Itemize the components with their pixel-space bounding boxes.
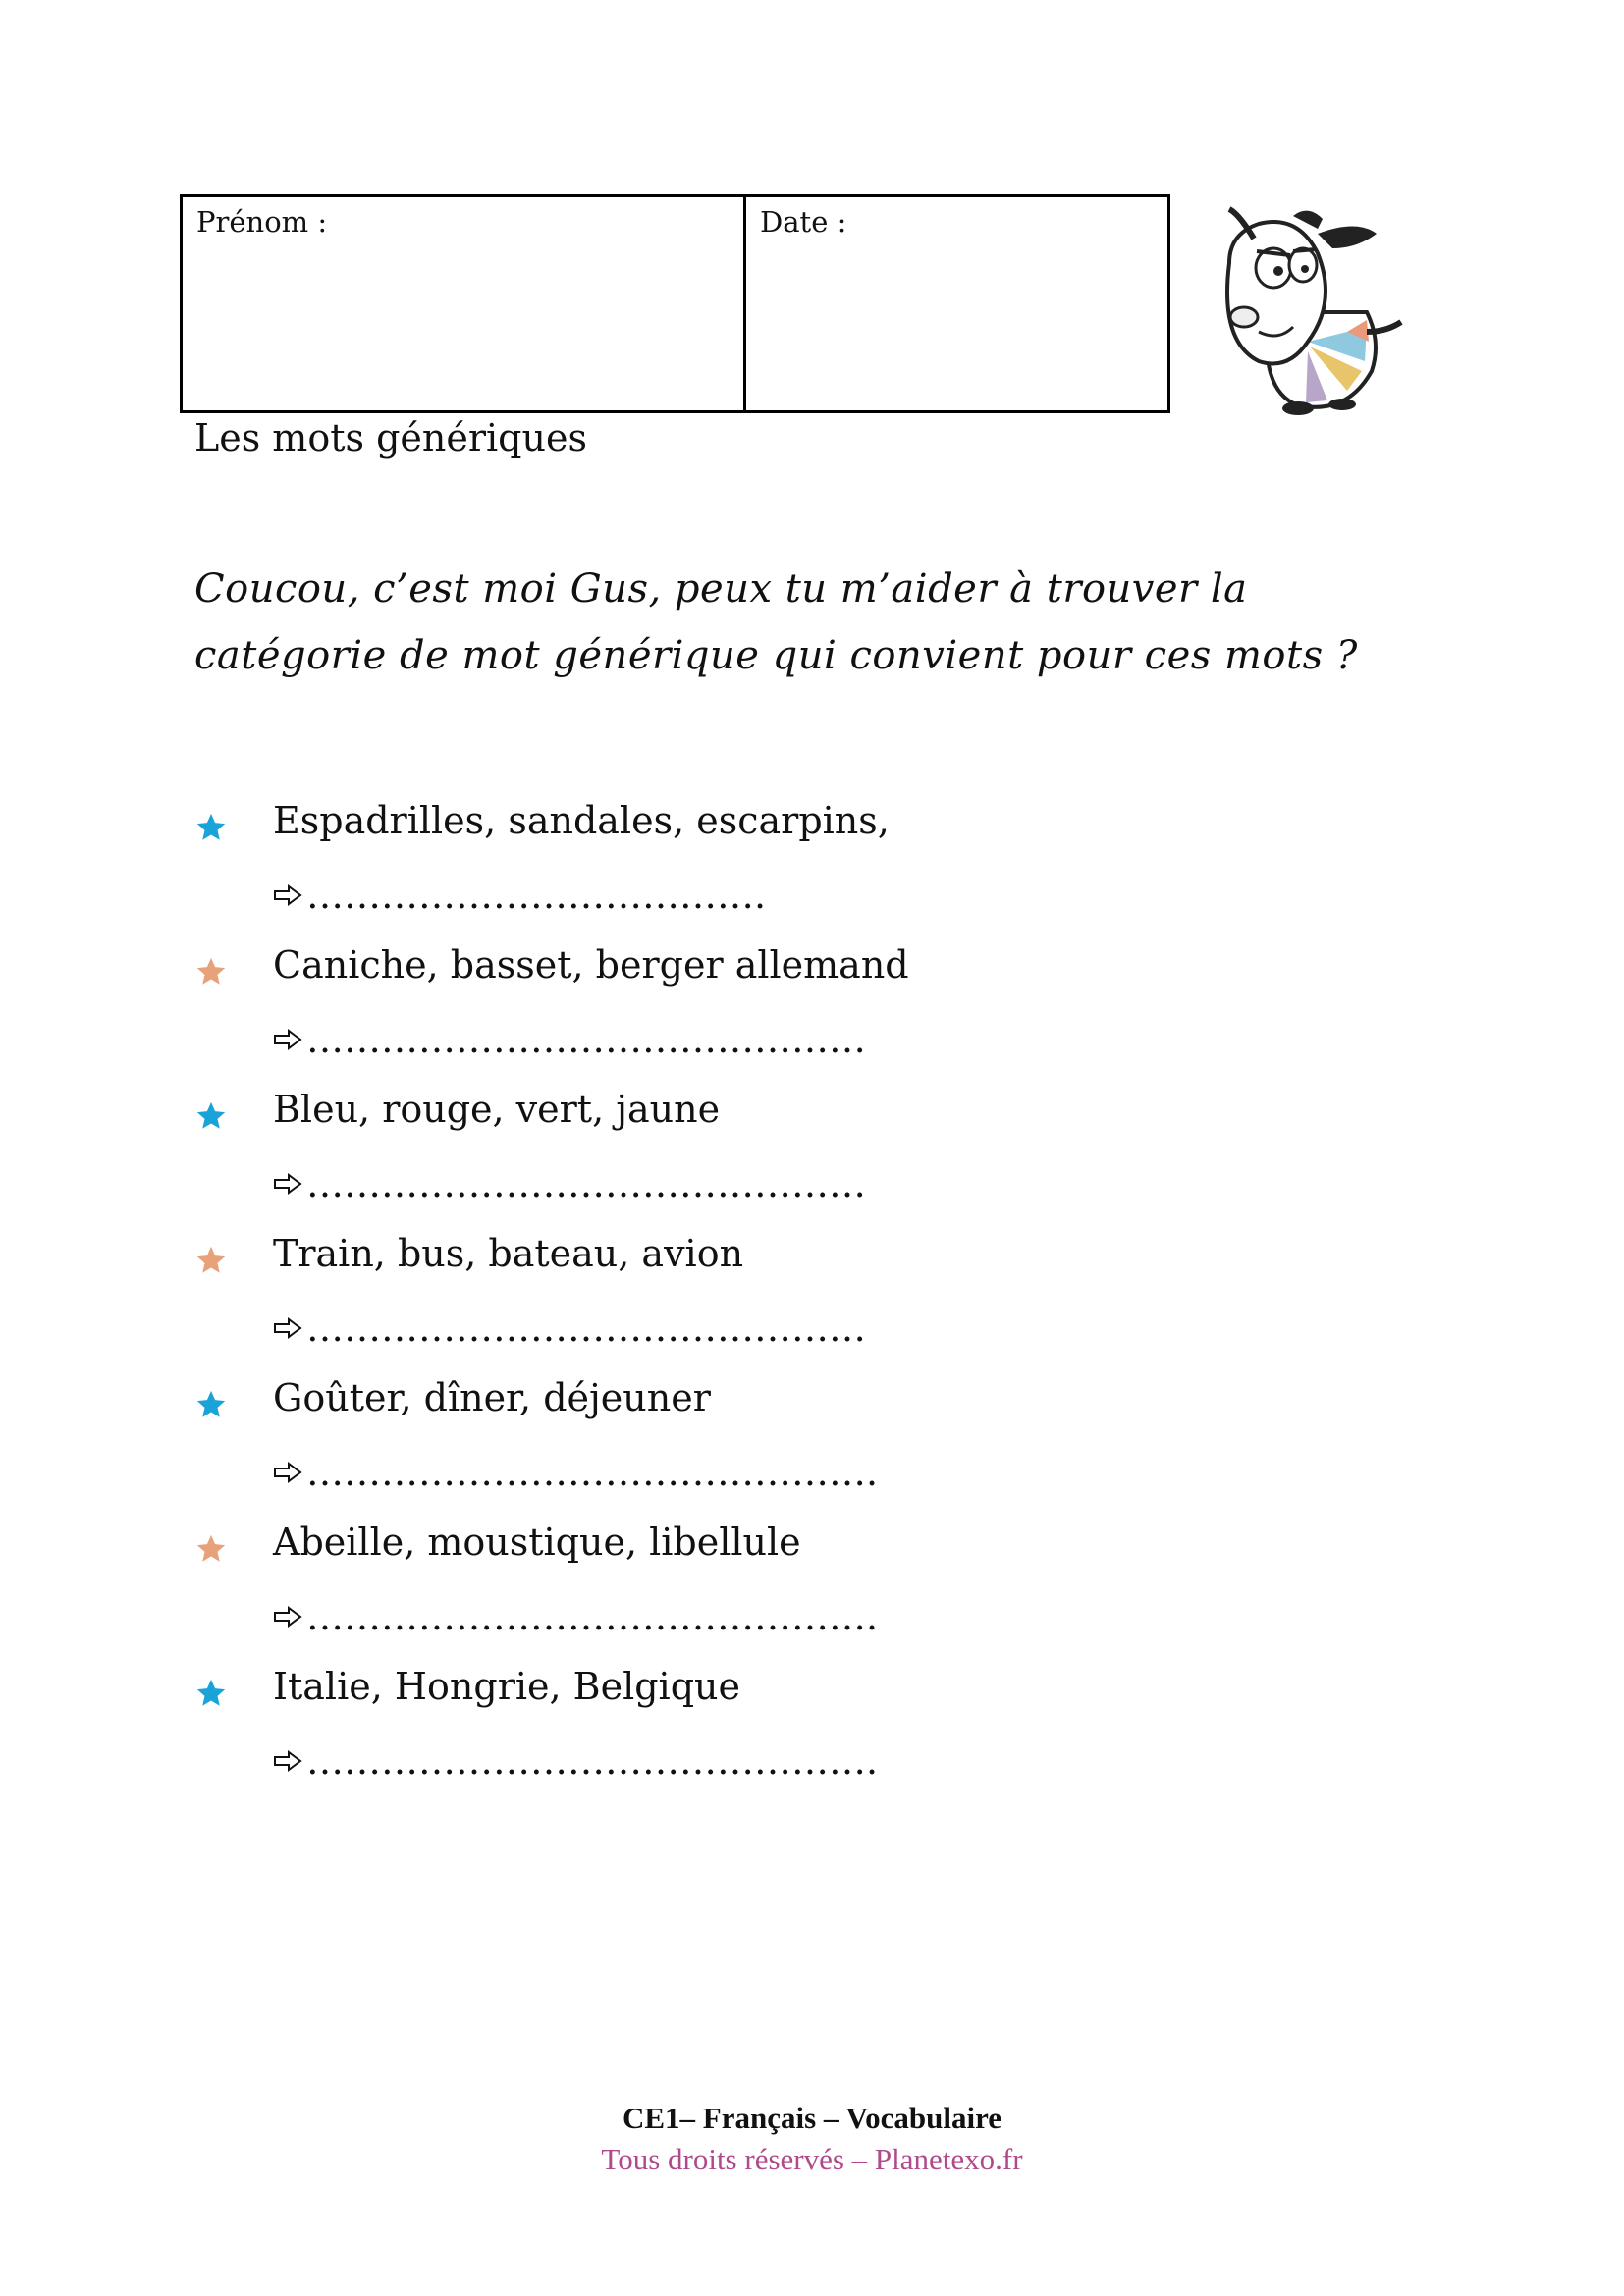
arrow-right-icon xyxy=(273,1462,302,1483)
item-words: Bleu, rouge, vert, jaune xyxy=(273,1088,721,1131)
footer-subject: CE1– Français – Vocabulaire xyxy=(622,2101,1002,2135)
list-item xyxy=(194,1517,1274,1661)
answer-line[interactable] xyxy=(273,1451,878,1494)
answer-dots: ………………………………………. xyxy=(306,1451,879,1494)
list-item xyxy=(194,795,1274,939)
item-words: Italie, Hongrie, Belgique xyxy=(273,1665,741,1708)
gus-mascot-illustration xyxy=(1200,194,1416,418)
date-field[interactable] xyxy=(746,197,1167,410)
answer-dots: ……………………………………… xyxy=(306,1162,866,1205)
star-icon xyxy=(194,1244,228,1277)
arrow-right-icon xyxy=(273,1317,302,1339)
prenom-field[interactable] xyxy=(183,197,746,410)
answer-line[interactable] xyxy=(273,1595,878,1638)
star-icon xyxy=(194,1099,228,1133)
arrow-right-icon xyxy=(273,1173,302,1195)
answer-line[interactable] xyxy=(273,1018,866,1061)
answer-line[interactable] xyxy=(273,1307,866,1350)
intro-line-2: catégorie de mot générique qui convient pour ces mots ? xyxy=(194,633,1358,678)
answer-dots: ………………………………. xyxy=(306,874,767,917)
list-item xyxy=(194,1661,1274,1805)
item-words: Espadrilles, sandales, escarpins, xyxy=(273,799,890,842)
answer-line[interactable] xyxy=(273,1162,866,1205)
arrow-right-icon xyxy=(273,1606,302,1628)
list-item xyxy=(194,939,1274,1084)
answer-dots: ……………………………………… xyxy=(306,1307,866,1350)
star-icon xyxy=(194,1388,228,1421)
exercise-list xyxy=(194,795,1274,1805)
star-icon xyxy=(194,811,228,844)
list-item xyxy=(194,1372,1274,1517)
page-title: Les mots génériques xyxy=(194,416,587,459)
arrow-right-icon xyxy=(273,1029,302,1050)
item-words: Train, bus, bateau, avion xyxy=(273,1232,744,1275)
list-item xyxy=(194,1084,1274,1228)
star-icon xyxy=(194,1677,228,1710)
answer-line[interactable] xyxy=(273,874,766,917)
item-words: Goûter, dîner, déjeuner xyxy=(273,1376,711,1419)
item-words: Abeille, moustique, libellule xyxy=(273,1521,801,1564)
footer-copyright: Tous droits réservés – Planetexo.fr xyxy=(601,2142,1023,2176)
date-label: Date : xyxy=(760,205,847,239)
arrow-right-icon xyxy=(273,1750,302,1772)
answer-dots: ………………………………………. xyxy=(306,1739,879,1783)
arrow-right-icon xyxy=(273,884,302,906)
answer-line[interactable] xyxy=(273,1739,878,1783)
prenom-label: Prénom : xyxy=(196,205,328,239)
intro-line-1: Coucou, c’est moi Gus, peux tu m’aider à trouver la xyxy=(194,566,1248,612)
list-item xyxy=(194,1228,1274,1372)
intro-text xyxy=(194,556,1471,689)
star-icon xyxy=(194,955,228,988)
star-icon xyxy=(194,1532,228,1566)
header-table xyxy=(180,194,1170,413)
answer-dots: ……………………………………… xyxy=(306,1018,866,1061)
item-words: Caniche, basset, berger allemand xyxy=(273,943,909,987)
answer-dots: ………………………………………. xyxy=(306,1595,879,1638)
